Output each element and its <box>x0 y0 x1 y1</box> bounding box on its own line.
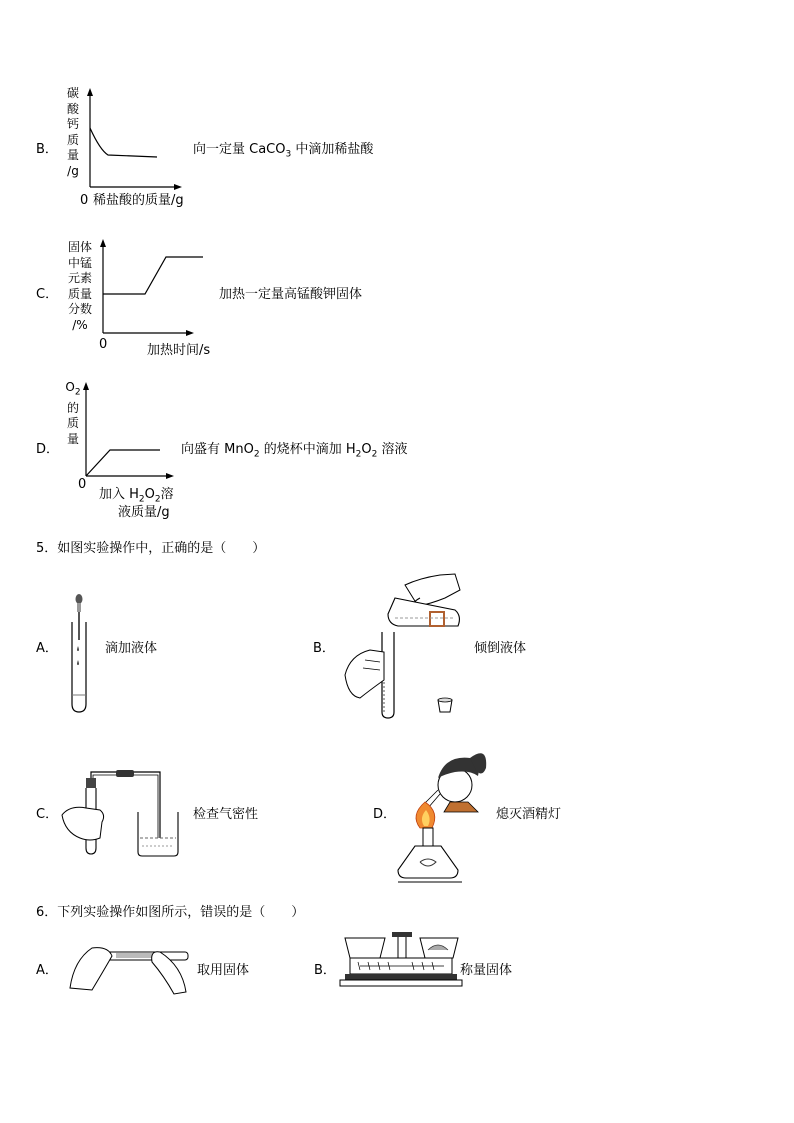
q5-option-d-label: D． <box>373 807 397 822</box>
q6-option-a-text: 取用固体 <box>197 963 250 978</box>
option-b-description: 向一定量 CaCO$_3$ 中滴加稀盐酸 <box>193 142 374 160</box>
graph-b-origin: 0 <box>80 193 89 208</box>
graph-d-xlabel-line2: 液质量/g <box>118 505 170 520</box>
q5-option-d-text: 熄灭酒精灯 <box>496 807 562 822</box>
graph-c-ylabel: 固体 中锰 元素 质量 分数 /% <box>67 240 92 332</box>
option-c-description: 加热一定量高锰酸钾固体 <box>219 287 363 302</box>
option-c-label: C． <box>36 287 59 302</box>
q5-option-c-text: 检查气密性 <box>193 807 259 822</box>
graph-d-xlabel-line1: 加入 $H_2O_2$溶 <box>99 487 174 505</box>
graph-b-ylabel: 碳 酸 钙 质 量 /g <box>66 86 79 178</box>
q6-option-b-text: 称量固体 <box>460 963 513 978</box>
q5-option-a-label: A． <box>36 641 58 656</box>
option-d-description: 向盛有 MnO$_2$ 的烧杯中滴加 $H_2O_2$ 溶液 <box>181 442 408 460</box>
q6-option-a-label: A． <box>36 963 58 978</box>
q6-option-b-label: B． <box>314 963 336 978</box>
q5-option-a-text: 滴加液体 <box>105 641 158 656</box>
question-6-stem: 6．下列实验操作如图所示，错误的是（ ） <box>36 905 305 920</box>
q5-option-b-text: 倾倒液体 <box>474 641 527 656</box>
option-b-label: B． <box>36 142 58 157</box>
option-d-label: D． <box>36 442 60 457</box>
question-5-stem: 5．如图实验操作中，正确的是（ ） <box>36 541 266 556</box>
graph-c-xlabel: 加热时间/s <box>147 343 211 358</box>
graph-d-origin: 0 <box>78 477 87 492</box>
graph-b-xlabel: 稀盐酸的质量/g <box>93 193 184 208</box>
graph-d-ylabel: $O_2$ 的 质 量 <box>65 380 81 446</box>
q5-option-b-label: B． <box>313 641 335 656</box>
q5-option-c-label: C． <box>36 807 59 822</box>
graph-c-origin: 0 <box>99 337 108 352</box>
